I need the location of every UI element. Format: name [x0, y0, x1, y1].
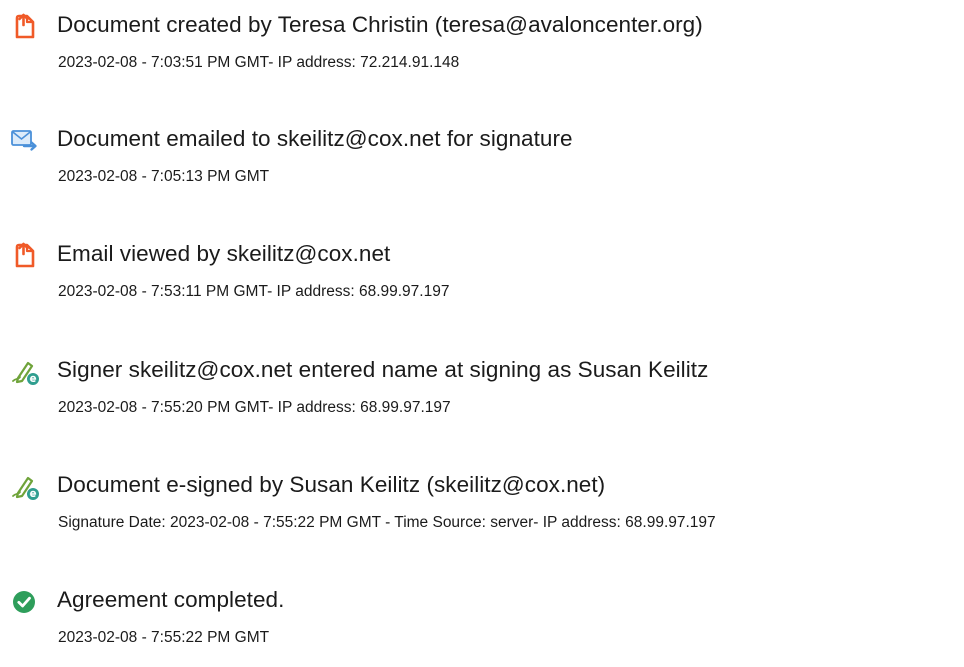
email-icon [10, 126, 40, 156]
audit-event-signer-entered-name [0, 347, 964, 437]
event-title: Signer skeilitz@cox.net entered name at signing as Susan Keilitz [57, 357, 709, 382]
event-detail: 2023-02-08 - 7:05:13 PM GMT [58, 168, 270, 185]
event-detail: 2023-02-08 - 7:55:22 PM GMT [58, 629, 270, 646]
event-title: Document emailed to skeilitz@cox.net for signature [57, 126, 573, 151]
event-title: Document created by Teresa Christin (teresa@avaloncenter.org) [57, 12, 703, 37]
document-icon [10, 12, 40, 42]
signature-pen-icon [10, 472, 40, 502]
event-detail: Signature Date: 2023-02-08 - 7:55:22 PM GMT - Time Source: server- IP address: 68.99.97.197 [58, 514, 716, 531]
document-icon [10, 241, 40, 271]
signature-pen-icon [10, 357, 40, 387]
audit-event-document-emailed [0, 116, 964, 206]
audit-event-document-e-signed [0, 462, 964, 552]
event-title: Agreement completed. [57, 587, 285, 612]
event-detail: 2023-02-08 - 7:53:11 PM GMT- IP address: 68.99.97.197 [58, 283, 450, 300]
event-detail: 2023-02-08 - 7:03:51 PM GMT- IP address: 72.214.91.148 [58, 54, 460, 71]
event-title: Document e-signed by Susan Keilitz (skeilitz@cox.net) [57, 472, 606, 497]
audit-event-document-created [0, 2, 964, 92]
checkmark-circle-icon [10, 587, 40, 617]
audit-event-agreement-completed [0, 577, 964, 667]
audit-event-email-viewed [0, 231, 964, 321]
event-title: Email viewed by skeilitz@cox.net [57, 241, 391, 266]
event-detail: 2023-02-08 - 7:55:20 PM GMT- IP address: 68.99.97.197 [58, 399, 451, 416]
